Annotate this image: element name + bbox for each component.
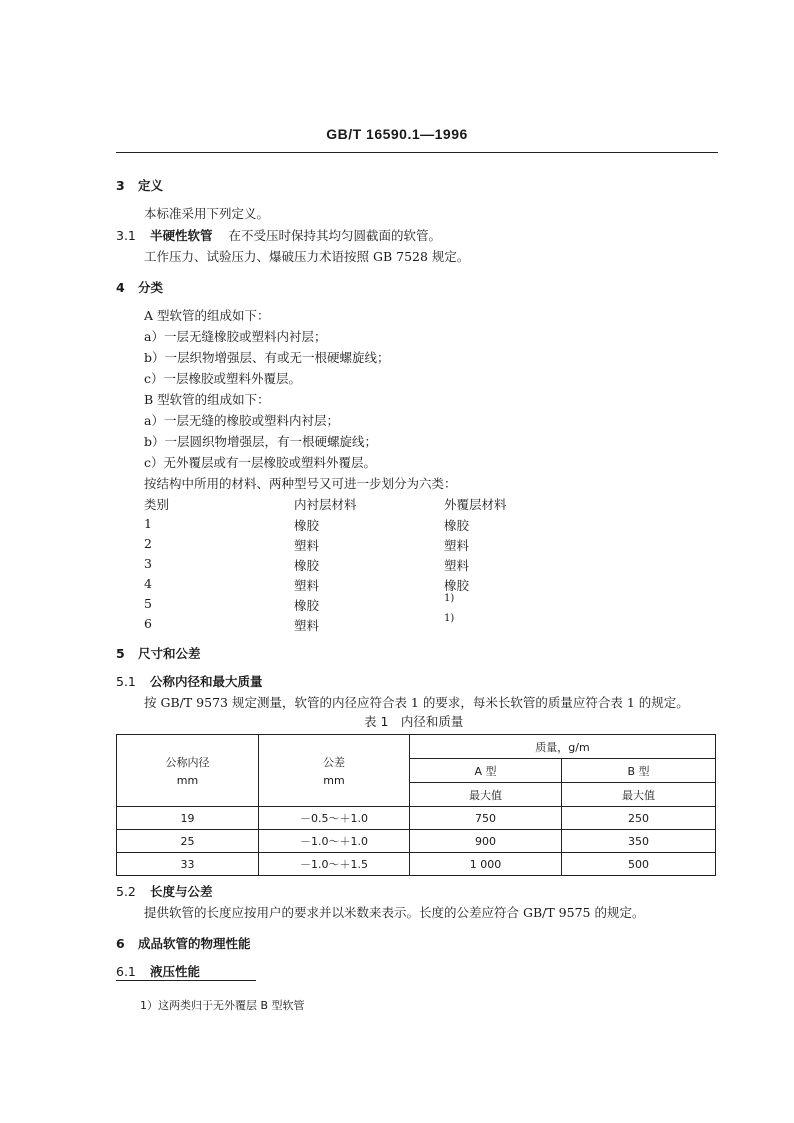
clause-title: 公称内径和最大质量 [150,674,263,689]
cell-mass-b: 350 [562,830,716,853]
section-title: 分类 [138,280,164,295]
cell-diameter: 19 [117,807,259,830]
definition-term: 半硬性软管 [150,228,213,243]
type-b-item: a）一层无缝的橡胶或塑料内衬层； [144,413,339,428]
table-1-diameter-mass [116,734,716,876]
section-3-heading [116,176,163,194]
section-4-heading [116,278,163,296]
cell-mass-b: 250 [562,807,716,830]
footnote-rule [116,980,256,981]
header-mass: 质量，g/m [410,735,716,759]
class-number: 4 [144,576,152,591]
section-number: 3 [116,178,125,193]
s52-heading [116,882,213,900]
class-lining: 塑料 [294,538,320,553]
class-lining: 塑料 [294,618,320,633]
header-rule [116,152,718,153]
class-cover: 塑料 [444,558,470,573]
table-1-caption: 表 1 内径和质量 [364,714,464,729]
definition-text: 在不受压时保持其均匀圆截面的软管。 [228,228,442,243]
cell-tolerance: －1.0～＋1.0 [259,830,410,853]
table-row [117,830,716,853]
type-a-item: b）一层织物增强层、有或无一根硬螺旋线； [144,350,390,365]
cell-mass-a: 750 [410,807,562,830]
class-header-cover: 外覆层材料 [444,497,507,512]
class-lining: 塑料 [294,578,320,593]
section-title: 尺寸和公差 [138,646,201,661]
class-lining: 橡胶 [294,518,320,533]
header-type-b: B 型 [562,759,716,783]
footnote: 1）这两类归于无外覆层 B 型软管 [140,999,305,1012]
s3-intro: 本标准采用下列定义。 [144,206,270,221]
class-header-category: 类别 [144,497,170,512]
table-row [117,807,716,830]
class-lining: 橡胶 [294,598,320,613]
header-tolerance: 公差 mm [259,735,410,807]
section-6-heading [116,934,251,952]
header-max-a: 最大值 [410,783,562,807]
s51-text: 按 GB/T 9573 规定测量，软管的内径应符合表 1 的要求，每米长软管的质量应符合表 1 的规定。 [144,695,689,710]
class-cover-footnote-ref: 1) [444,593,455,604]
type-a-item: a）一层无缝橡胶或塑料内衬层； [144,329,327,344]
section-title: 定义 [138,178,164,193]
class-number: 1 [144,516,152,531]
class-lining: 橡胶 [294,558,320,573]
section-title: 成品软管的物理性能 [138,936,251,951]
type-a-item: c）一层橡胶或塑料外覆层。 [144,371,302,386]
s52-text: 提供软管的长度应按用户的要求并以米数来表示。长度的公差应符合 GB/T 9575 的规定。 [144,905,645,920]
class-number: 5 [144,596,152,611]
type-a-intro: A 型软管的组成如下： [144,308,270,323]
cell-mass-a: 900 [410,830,562,853]
cell-tolerance: －1.0～＋1.5 [259,853,410,876]
cell-mass-a: 1 000 [410,853,562,876]
class-number: 2 [144,536,152,551]
class-number: 3 [144,556,152,571]
section-number: 6 [116,936,125,951]
header-max-b: 最大值 [562,783,716,807]
class-cover: 橡胶 [444,518,470,533]
page-header-code: GB/T 16590.1—1996 [326,126,468,142]
cell-diameter: 33 [117,853,259,876]
type-b-item: b）一层圆织物增强层，有一根硬螺旋线； [144,434,378,449]
cell-diameter: 25 [117,830,259,853]
section-number: 5 [116,646,125,661]
clause-number: 3.1 [116,228,136,243]
section-5-heading [116,644,201,662]
class-number: 6 [144,616,152,631]
class-cover: 橡胶 [444,578,470,593]
clause-title: 液压性能 [150,964,201,979]
cell-tolerance: －0.5～＋1.0 [259,807,410,830]
type-b-intro: B 型软管的组成如下： [144,392,270,407]
class-cover-footnote-ref: 1) [444,613,455,624]
clause-number: 5.2 [116,884,136,899]
class-intro: 按结构中所用的材料、两种型号又可进一步划分为六类： [144,476,457,491]
class-header-lining: 内衬层材料 [294,497,357,512]
s51-heading [116,672,263,690]
section-number: 4 [116,280,125,295]
table-row [117,853,716,876]
clause-number: 5.1 [116,674,136,689]
type-b-item: c）无外覆层或有一层橡胶或塑料外覆层。 [144,455,377,470]
cell-mass-b: 500 [562,853,716,876]
s31-definition [116,226,441,244]
s61-heading [116,962,200,980]
header-nominal-diameter: 公称内径 mm [117,735,259,807]
clause-number: 6.1 [116,964,136,979]
class-cover: 塑料 [444,538,470,553]
header-type-a: A 型 [410,759,562,783]
clause-title: 长度与公差 [150,884,213,899]
s3-pressure-note: 工作压力、试验压力、爆破压力术语按照 GB 7528 规定。 [144,249,470,264]
